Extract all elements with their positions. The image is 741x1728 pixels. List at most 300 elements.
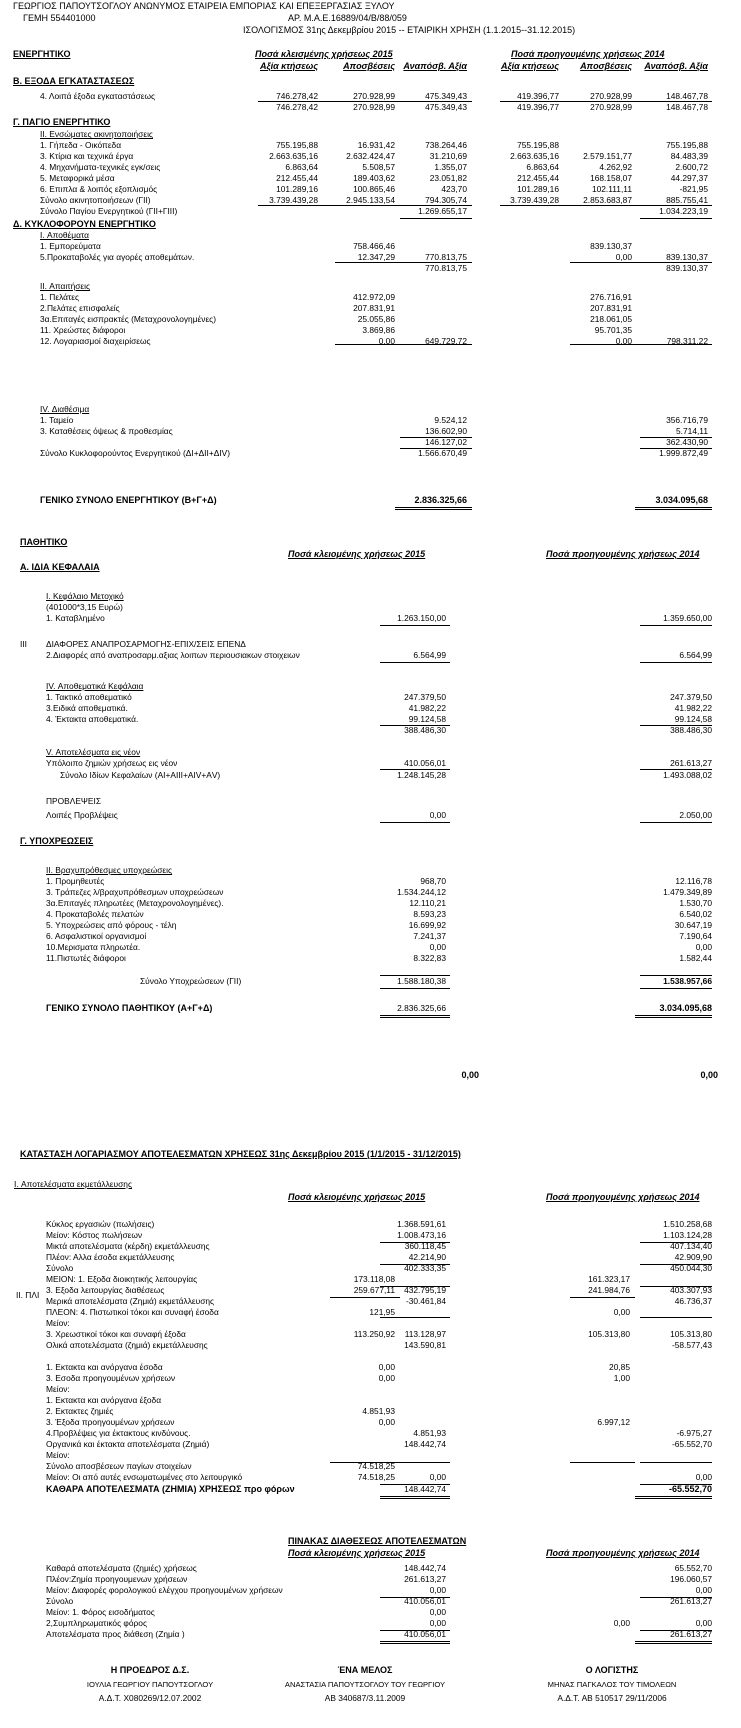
row-label: 3. Εξοδα λειτουργίας διαθέσεως [46, 1285, 165, 1295]
row-label: Μείον: 1. Φόρος εισοδήματος [46, 1607, 155, 1617]
cell-value: 410.056,01 [404, 1629, 446, 1639]
assets-cur-year: Ποσά κλεισμένης χρήσεως 2015 [255, 49, 393, 59]
rule-line [640, 1317, 712, 1318]
cell-value: 755.195,88 [517, 140, 559, 150]
section-D-I: I. Αποθέματα [40, 230, 89, 240]
cell-value: 0,00 [613, 1307, 630, 1317]
section-A-title: Α. ΙΔΙΑ ΚΕΦΑΛΑΙΑ [20, 562, 100, 572]
cell-value: 5.508,57 [362, 162, 395, 172]
row-label: Λοιπές Προβλέψεις [46, 810, 118, 820]
company-name: ΓΕΩΡΓΙΟΣ ΠΑΠΟΥΤΣΟΓΛΟΥ ΑΝΩΝΥΜΟΣ ΕΤΑΙΡΕΙΑ ΕΜΠΟΡΙΑΣ ΚΑΙ ΕΠΕΞΕΡΓΑΣΙΑΣ ΞΥΛΟΥ [13, 1, 395, 11]
rule-line [380, 1015, 450, 1018]
cell-value: 95.701,35 [594, 325, 632, 335]
zero-check: 0,00 [700, 1070, 718, 1080]
row-label: 1. Εμπορεύματα [40, 241, 101, 251]
row-label: 1. Γήπεδα - Οικόπεδα [40, 140, 122, 150]
row-label: Μείον: Διαφορές φορολογικού ελέγχου προηγουμένων χρήσεων [46, 1585, 283, 1595]
row-label: 5.Προκαταβολές για αγορές αποθεμάτων. [40, 252, 195, 262]
cell-value: 1.566.670,49 [418, 448, 467, 458]
rule-line [640, 822, 712, 823]
cell-value: 1.582,44 [679, 953, 712, 963]
cell-value: 738.264,46 [425, 140, 467, 150]
row-label: 3.Ειδικά αποθεματικά. [46, 703, 128, 713]
row-label: 1. Τακτικό αποθεματικό [46, 692, 132, 702]
cell-value: 1,00 [613, 1373, 630, 1383]
cell-value: 261.613,27 [670, 1629, 712, 1639]
row-label: 2.Διαφορές από αναπροσαρμ.αξιας λοιπων περιουσιακων στοιχειων [46, 650, 300, 660]
cell-value: 649.729,72 [425, 336, 467, 346]
row-label: Μείον: [46, 1450, 70, 1460]
cell-value: 42.909,90 [674, 1252, 712, 1262]
row-label: 12. Λογαριασμοί διαχειρίσεως [40, 336, 151, 346]
cell-value: 270.928,99 [590, 102, 632, 112]
cell-value: 196.060,57 [670, 1574, 712, 1584]
cell-value: 247.379,50 [670, 692, 712, 702]
cell-value: -65.552,70 [671, 1439, 712, 1449]
cell-value: 1.359.650,00 [663, 613, 712, 623]
pnl-prev-year: Ποσά προηγουμένης χρήσεως 2014 [546, 1192, 700, 1202]
dist-cur-year: Ποσά κλειομένης χρήσεως 2015 [288, 1548, 426, 1558]
pnl-cur-year: Ποσά κλειομένης χρήσεως 2015 [288, 1192, 426, 1202]
row-label: Μερικά αποτελέσματα (Ζημιά) εκμετάλλευσης [46, 1296, 215, 1306]
row-label: Μείον: Οι από αυτές ενσωματωμένες στο λειτουργικό [46, 1472, 243, 1482]
cell-value: 12.347,29 [357, 252, 395, 262]
cell-value: 261.613,27 [404, 1574, 446, 1584]
cell-value: 7.190,64 [679, 931, 712, 941]
cell-value: 161.323,17 [588, 1274, 630, 1284]
cell-value: 148.442,74 [404, 1563, 446, 1573]
cell-value: 475.349,43 [425, 102, 467, 112]
cell-value: 6.564,99 [413, 650, 446, 660]
cell-value: 0,00 [378, 336, 395, 346]
cell-value: 0,00 [695, 1618, 712, 1628]
rule-line [640, 662, 712, 663]
col-header: Αποσβέσεις [580, 61, 632, 71]
cell-value: 419.396,77 [517, 102, 559, 112]
cell-value: 3.739.439,28 [269, 195, 318, 205]
cell-value: 0,00 [378, 1373, 395, 1383]
rule-line [570, 1297, 635, 1298]
provisions-title: ΠΡΟΒΛΕΨΕΙΣ [46, 796, 102, 806]
cell-value: 105.313,80 [588, 1329, 630, 1339]
row-label: Σύνολο [46, 1263, 74, 1273]
col-header: Αναπόσβ. Αξία [403, 61, 467, 71]
assets-grand-total-label: ΓΕΝΙΚΟ ΣΥΝΟΛΟ ΕΝΕΡΓΗΤΙΚΟΥ (Β+Γ+Δ) [40, 495, 217, 505]
cell-value: 432.795,19 [404, 1285, 446, 1295]
section-IV-title: IV. Αποθεματικά Κεφάλαια [46, 681, 144, 691]
row-label: 5. Μεταφορικά μέσα [40, 173, 115, 183]
cell-value: 968,70 [420, 876, 446, 886]
cell-value: 42.214,90 [408, 1252, 446, 1262]
cell-value: 1.034.223,19 [659, 206, 708, 216]
rule-line [380, 1630, 450, 1631]
row-label: Σύνολο ακινητοποιήσεων (ΓΙΙ) [40, 195, 151, 205]
rule-line [640, 448, 712, 449]
row-label: 3α.Επιταγές πληρωτέες (Μεταχρονολογημένες). [46, 898, 224, 908]
cell-value: 259.677,11 [353, 1285, 395, 1295]
cell-value: 146.127,02 [425, 437, 467, 447]
rule-line [570, 1462, 635, 1463]
cell-value: 755.195,88 [666, 140, 708, 150]
rule-line [635, 1641, 712, 1644]
rule-line [380, 822, 450, 823]
cell-value: 1.493.088,02 [663, 770, 712, 780]
roman-II: II. ΠΛΙ [16, 1290, 40, 1300]
cell-value: 1.263.150,00 [397, 613, 446, 623]
cell-value: 99.124,58 [674, 714, 712, 724]
cell-value: 207.831,91 [353, 303, 395, 313]
cell-value: 65.552,70 [674, 1563, 712, 1573]
cell-value: 212.455,44 [517, 173, 559, 183]
cell-value: 148.467,78 [666, 91, 708, 101]
row-label: Μείον: [46, 1384, 70, 1394]
cell-value: 0,00 [695, 1585, 712, 1595]
row-label: 3. Έξοδα προηγουμένων χρήσεων [46, 1417, 175, 1427]
cell-value: 0,00 [429, 942, 446, 952]
row-label: Πλέον:Ζημία προηγουμενων χρήσεων [46, 1574, 188, 1584]
cell-value: 16.931,42 [357, 140, 395, 150]
section-liab-G-title: Γ. ΥΠΟΧΡΕΩΣΕΙΣ [20, 836, 94, 846]
rule-line [640, 1462, 712, 1463]
rule-line [640, 1630, 712, 1631]
row-label: 11. Χρεώστες διάφοροι [40, 325, 126, 335]
row-label: 3. Τράπεζες λ/βραχυπρόθεσμων υποχρεώσεων [46, 887, 224, 897]
liab-grand-total: 3.034.095,68 [659, 1003, 712, 1013]
cell-value: 44.297,37 [670, 173, 708, 183]
rule-line [400, 218, 472, 219]
rule-line [635, 1015, 712, 1018]
section-III-title: ΔΙΑΦΟΡΕΣ ΑΝΑΠΡΟΣΑΡΜΟΓΗΣ-ΕΠΙΧ/ΣΕΙΣ ΕΠΕΝΔ [46, 639, 246, 649]
cell-value: 207.831,91 [590, 303, 632, 313]
signature-id: Α.Δ.Τ. Χ080269/12.07.2002 [98, 1693, 202, 1703]
cell-value: 74.518,25 [357, 1461, 395, 1471]
cell-value: 270.928,99 [590, 91, 632, 101]
cell-value: 270.928,99 [353, 102, 395, 112]
registration-number: ΑΡ. Μ.Α.Ε.16889/04/Β/88/059 [288, 13, 407, 23]
section-G-sub: II. Ενσώματες ακινητοποιήσεις [40, 129, 153, 139]
cell-value: 1.355,07 [434, 162, 467, 172]
cell-value: 6.564,99 [679, 650, 712, 660]
roman-III: III [20, 639, 27, 649]
rule-line [335, 262, 472, 263]
cell-value: 0,00 [429, 810, 446, 820]
cell-value: 4.851,93 [362, 1406, 395, 1416]
col-header: Αξία κτήσεως [501, 61, 559, 71]
cell-value: 1.534.244,12 [397, 887, 446, 897]
cell-value: 2.050,00 [679, 810, 712, 820]
rule-line [380, 1597, 450, 1598]
liabilities-title: ΠΑΘΗΤΙΚΟ [20, 537, 68, 547]
row-label: 4. Λοιπά έξοδα εγκαταστάσεως [40, 91, 156, 101]
pnl-net-value: 148.442,74 [404, 1484, 446, 1494]
rule-line [380, 1496, 450, 1499]
cell-value: 113.128,97 [404, 1329, 446, 1339]
row-label: 11.Πιστωτές διάφοροι [46, 953, 126, 963]
rule-line [640, 437, 712, 438]
rule-line [335, 344, 472, 345]
row-label: 2,Συμπληρωματικός φόρος [46, 1618, 147, 1628]
cell-value: 121,95 [369, 1307, 395, 1317]
distribution-title: ΠΙΝΑΚΑΣ ΔΙΑΘΕΣΕΩΣ ΑΠΟΤΕΛΕΣΜΑΤΩΝ [288, 1536, 467, 1546]
signature-id: Α.Δ.Τ. ΑΒ 510517 29/11/2006 [557, 1693, 667, 1703]
rule-line [640, 1286, 712, 1287]
rule-line [380, 1242, 450, 1243]
cell-value: 84.483,39 [670, 151, 708, 161]
cell-value: 2.632.424,47 [346, 151, 395, 161]
rule-line [400, 437, 472, 438]
cell-value: 25.055,86 [357, 314, 395, 324]
cell-value: 362.430,90 [666, 437, 708, 447]
cell-value: 360.118,45 [404, 1241, 446, 1251]
cell-value: 403.307,93 [670, 1285, 712, 1295]
zero-check: 0,00 [461, 1070, 479, 1080]
cell-value: 356.716,79 [666, 415, 708, 425]
cell-value: 410.056,01 [404, 1596, 446, 1606]
cell-value: 1.008.473,16 [397, 1230, 446, 1240]
cell-value: 0,00 [429, 1607, 446, 1617]
cell-value: 839.130,37 [590, 241, 632, 251]
cell-value: 770.813,75 [425, 252, 467, 262]
cell-value: 794.305,74 [425, 195, 467, 205]
cell-value: 6.997,12 [597, 1417, 630, 1427]
cell-value: 270.928,99 [353, 91, 395, 101]
assets-grand-total: 2.836.325,66 [414, 495, 467, 505]
row-label: Σύνολο Παγίου Ενεργητικού (ΓΙΙ+ΓΙΙΙ) [40, 206, 178, 216]
pnl-title: ΚΑΤΑΣΤΑΣΗ ΛΟΓΑΡΙΑΣΜΟΥ ΑΠΟΤΕΛΕΣΜΑΤΩΝ ΧΡΗΣΕΩΣ 31ης Δεκεμβρίου 2015 (1/1/2015 - 31/12/2015) [20, 1149, 461, 1159]
row-label: Σύνολο αποσβέσεων παγίων στοιχείων [46, 1461, 192, 1471]
signature-role: Ο ΛΟΓΙΣΤΗΣ [585, 1665, 639, 1675]
assets-grand-total: 3.034.095,68 [655, 495, 708, 505]
row-label: 1. Εκτακτα και ανόργανα έσοδα [46, 1362, 163, 1372]
rule-line [635, 1496, 712, 1499]
cell-value: -6.975,27 [676, 1428, 712, 1438]
row-label: 2.Πελάτες επισφαλείς [40, 303, 120, 313]
cell-value: 1.248.145,28 [397, 770, 446, 780]
cell-value: 2.945.133,54 [346, 195, 395, 205]
capital-sub: I. Κεφάλαιο Μετοχικό [46, 591, 124, 601]
col-header: Αποσβέσεις [343, 61, 395, 71]
pnl-net-label: ΚΑΘΑΡΑ ΑΠΟΤΕΛΕΣΜΑΤΑ (ΖΗΜΙΑ) ΧΡΗΣΕΩΣ προ φόρων [46, 1484, 295, 1494]
rule-line [380, 1317, 450, 1318]
cell-value: 0,00 [429, 1585, 446, 1595]
section-D-IV: IV. Διαθέσιμα [40, 404, 90, 414]
cell-value: 173.118,08 [353, 1274, 395, 1284]
cell-value: 30.647,19 [674, 920, 712, 930]
cell-value: 1.588.180,38 [397, 976, 446, 986]
cell-value: 746.278,42 [276, 91, 318, 101]
cell-value: 402.333,35 [404, 1263, 446, 1273]
cell-value: 0,00 [695, 1472, 712, 1482]
cell-value: 885.755,41 [666, 195, 708, 205]
rule-line [258, 101, 472, 102]
cell-value: 839.130,37 [666, 263, 708, 273]
cell-value: 2.600,72 [675, 162, 708, 172]
cell-value: 1.538.957,66 [663, 976, 712, 986]
cell-value: 8.593,23 [413, 909, 446, 919]
cell-value: 0,00 [613, 1618, 630, 1628]
cell-value: 2.853.683,87 [583, 195, 632, 205]
cell-value: 16.699,92 [408, 920, 446, 930]
rule-line [640, 625, 712, 626]
row-label: ΜΕΙΟΝ: 1. Εξοδα διοικητικής λειτουργίας [46, 1274, 198, 1284]
cell-value: 5.714,11 [676, 426, 708, 436]
cell-value: 261.613,27 [670, 758, 712, 768]
cell-value: 189.403,62 [353, 173, 395, 183]
signature-role: ΈΝΑ ΜΕΛΟΣ [337, 1665, 393, 1675]
rule-line [570, 344, 712, 345]
row-label: 1. Καταβλημένο [46, 613, 105, 623]
cell-value: 1.510.258,68 [663, 1219, 712, 1229]
cell-value: 136.602,90 [425, 426, 467, 436]
cell-value: 1.103.124,28 [663, 1230, 712, 1240]
pnl-net-value: -65.552,70 [668, 1484, 712, 1494]
pnl-sub: I. Αποτελέσματα εκμετάλλευσης [14, 1179, 132, 1189]
signature-role: Η ΠΡΟΕΔΡΟΣ Δ.Σ. [110, 1665, 190, 1675]
gemi-number: ΓΕΜΗ 554401000 [23, 13, 96, 23]
rule-line [400, 448, 472, 449]
signature-id: ΑΒ 340687/3.11.2009 [324, 1693, 406, 1703]
row-label: Μικτά αποτελέσματα (κέρδη) εκμετάλλευσης [46, 1241, 210, 1251]
row-label: Αποτελέσματα προς διάθεση (Ζημία ) [46, 1629, 185, 1639]
liab-grand-total: 2.836.325,66 [397, 1003, 446, 1013]
row-label: 3. Εσοδα προηγουμένων χρήσεων [46, 1373, 176, 1383]
row-label: 3. Χρεωστικοί τόκοι και συναφή έξοδα [46, 1329, 186, 1339]
row-label: Υπόλοιπο ζημιών χρήσεως εις νέον [46, 758, 178, 768]
rule-line [380, 1264, 450, 1265]
signature-name: ΑΝΑΣΤΑΣΙΑ ΠΑΠΟΥΤΣΟΓΛΟΥ ΤΟΥ ΓΕΩΡΓΙΟΥ [284, 1680, 446, 1689]
row-label: 3. Κτίρια και τεχνικά έργα [40, 151, 134, 161]
cell-value: 168.158,07 [590, 173, 632, 183]
row-label: Σύνολο Κυκλοφορούντος Ενεργητικού (ΔΙ+ΔΙΙ+ΔΙV) [40, 448, 231, 458]
cell-value: 4.851,93 [413, 1428, 446, 1438]
cell-value: 12.110,21 [409, 898, 446, 908]
cell-value: 20,85 [609, 1362, 630, 1372]
rule-line [380, 1641, 450, 1644]
cell-value: 0,00 [429, 1472, 446, 1482]
cell-value: 758.466,46 [353, 241, 395, 251]
rule-line [640, 1242, 712, 1243]
cell-value: 1.269.655,17 [418, 206, 467, 216]
cell-value: 113.250,92 [353, 1329, 395, 1339]
row-label: 4. Προκαταβολές πελατών [46, 909, 144, 919]
cell-value: 1.530,70 [679, 898, 712, 908]
section-V-title: V. Αποτελέσματα εις νέον [46, 747, 141, 757]
cell-value: 423,70 [441, 184, 467, 194]
cell-value: 7.241,37 [413, 931, 446, 941]
cell-value: 6.540,02 [679, 909, 712, 919]
cell-value: 388.486,30 [670, 725, 712, 735]
cell-value: 0,00 [695, 942, 712, 952]
cell-value: 31.210,69 [429, 151, 467, 161]
cell-value: 6.863,64 [526, 162, 559, 172]
cell-value: 99.124,58 [408, 714, 446, 724]
cell-value: 2.663.635,16 [510, 151, 559, 161]
row-label: 5. Υποχρεώσεις από φόρους - τέλη [46, 920, 177, 930]
cell-value: 0,00 [378, 1417, 395, 1427]
cell-value: 148.467,78 [666, 102, 708, 112]
rule-line [380, 725, 450, 726]
cell-value: 3.739.439,28 [510, 195, 559, 205]
row-label: 4. Έκτακτα αποθεματικά. [46, 714, 139, 724]
rule-line [395, 507, 472, 510]
cell-value: 148.442,74 [404, 1439, 446, 1449]
cell-value: 12.116,78 [675, 876, 712, 886]
cell-value: 100.865,46 [353, 184, 395, 194]
rule-line [380, 988, 450, 989]
signature-name: ΜΗΝΑΣ ΠΑΓΚΑΛΟΣ ΤΟΥ ΤΙΜΟΛΕΩΝ [547, 1680, 677, 1689]
cell-value: 276.716,91 [590, 292, 632, 302]
cell-value: 218.061,05 [590, 314, 632, 324]
cell-value: 102.111,11 [591, 184, 632, 194]
rule-line [380, 662, 450, 663]
row-label: 1. Προμηθευτές [46, 876, 105, 886]
rule-line [330, 1297, 400, 1298]
row-label: 1. Εκτακτα και ανόργανα έξοδα [46, 1395, 162, 1405]
section-D-title: Δ. ΚΥΚΛΟΦΟΡΟΥΝ ΕΝΕΡΓΗΤΙΚΟ [13, 219, 156, 229]
row-label: 3. Καταθέσεις όψεως & προθεσμίας [40, 426, 173, 436]
cell-value: 2.579.151,77 [583, 151, 632, 161]
rule-line [640, 1264, 712, 1265]
cell-value: 1.999.872,49 [659, 448, 708, 458]
cell-value: 101.289,16 [276, 184, 318, 194]
section-B-title: Β. ΕΞΟΔΑ ΕΓΚΑΤΑΣΤΑΣΕΩΣ [13, 76, 135, 86]
cell-value: -821,95 [679, 184, 708, 194]
rule-line [330, 1462, 400, 1463]
cell-value: -58.577,43 [671, 1340, 712, 1350]
row-label: Καθαρά αποτελέσματα (ζημιές) χρήσεως [46, 1563, 197, 1573]
cell-value: 0,00 [429, 1618, 446, 1628]
cell-value: 770.813,75 [425, 263, 467, 273]
row-label: 3α.Επιταγές εισπρακτές (Μεταχρονολογημένες) [40, 314, 217, 324]
cell-value: 0,00 [615, 252, 632, 262]
row-label: Κύκλος εργασιών (πωλήσεις) [46, 1219, 155, 1229]
row-label: 6. Επιπλα & λοιπός εξοπλισμός [40, 184, 158, 194]
cell-value: 1.479.349,89 [663, 887, 712, 897]
cell-value: 9.524,12 [434, 415, 467, 425]
cell-value: 8.322,83 [413, 953, 446, 963]
row-label: 10.Μερισματα πληρωτέα. [46, 942, 141, 952]
cell-value: 23.051,82 [429, 173, 467, 183]
rule-line [640, 218, 712, 219]
row-label: 4. Μηχανήματα-τεχνικές εγκ/σεις [40, 162, 161, 172]
cell-value: 388.486,30 [404, 725, 446, 735]
cell-value: 74.518,25 [357, 1472, 395, 1482]
rule-line [635, 507, 712, 510]
cell-value: 0,00 [615, 336, 632, 346]
rule-line [380, 625, 450, 626]
signature-name: ΙΟΥΛΙΑ ΓΕΩΡΓΙΟΥ ΠΑΠΟΥΤΣΟΓΛΟΥ [86, 1680, 214, 1689]
cell-value: 475.349,43 [425, 91, 467, 101]
cell-value: 755.195,88 [276, 140, 318, 150]
cell-value: 798.311,22 [666, 336, 708, 346]
cell-value: 746.278,42 [276, 102, 318, 112]
cell-value: 41.982,22 [408, 703, 446, 713]
cell-value: 3.869,86 [362, 325, 395, 335]
liab-G-sub: II. Βραχυπρόθεσμες υποχρεώσεις [46, 865, 173, 875]
row-label: ΠΛΕΟΝ: 4. Πιστωτικοί τόκοι και συναφή έσοδα [46, 1307, 219, 1317]
cell-value: 101.289,16 [517, 184, 559, 194]
row-label: 2. Εκτακτες ζημιές [46, 1406, 114, 1416]
cell-value: 105.313,80 [670, 1329, 712, 1339]
cell-value: 839.130,37 [666, 252, 708, 262]
row-label: Μείον: Κόστος πωλήσεων [46, 1230, 143, 1240]
cell-value: 419.396,77 [517, 91, 559, 101]
row-label: Ολικά αποτελέσματα (ζημιά) εκμετάλλευσης [46, 1340, 208, 1350]
liab-grand-total-label: ΓΕΝΙΚΟ ΣΥΝΟΛΟ ΠΑΘΗΤΙΚΟΥ (Α+Γ+Δ) [46, 1003, 213, 1013]
rule-line [640, 988, 712, 989]
row-label: Σύνολο [46, 1596, 74, 1606]
cell-value: 410.056,01 [404, 758, 446, 768]
